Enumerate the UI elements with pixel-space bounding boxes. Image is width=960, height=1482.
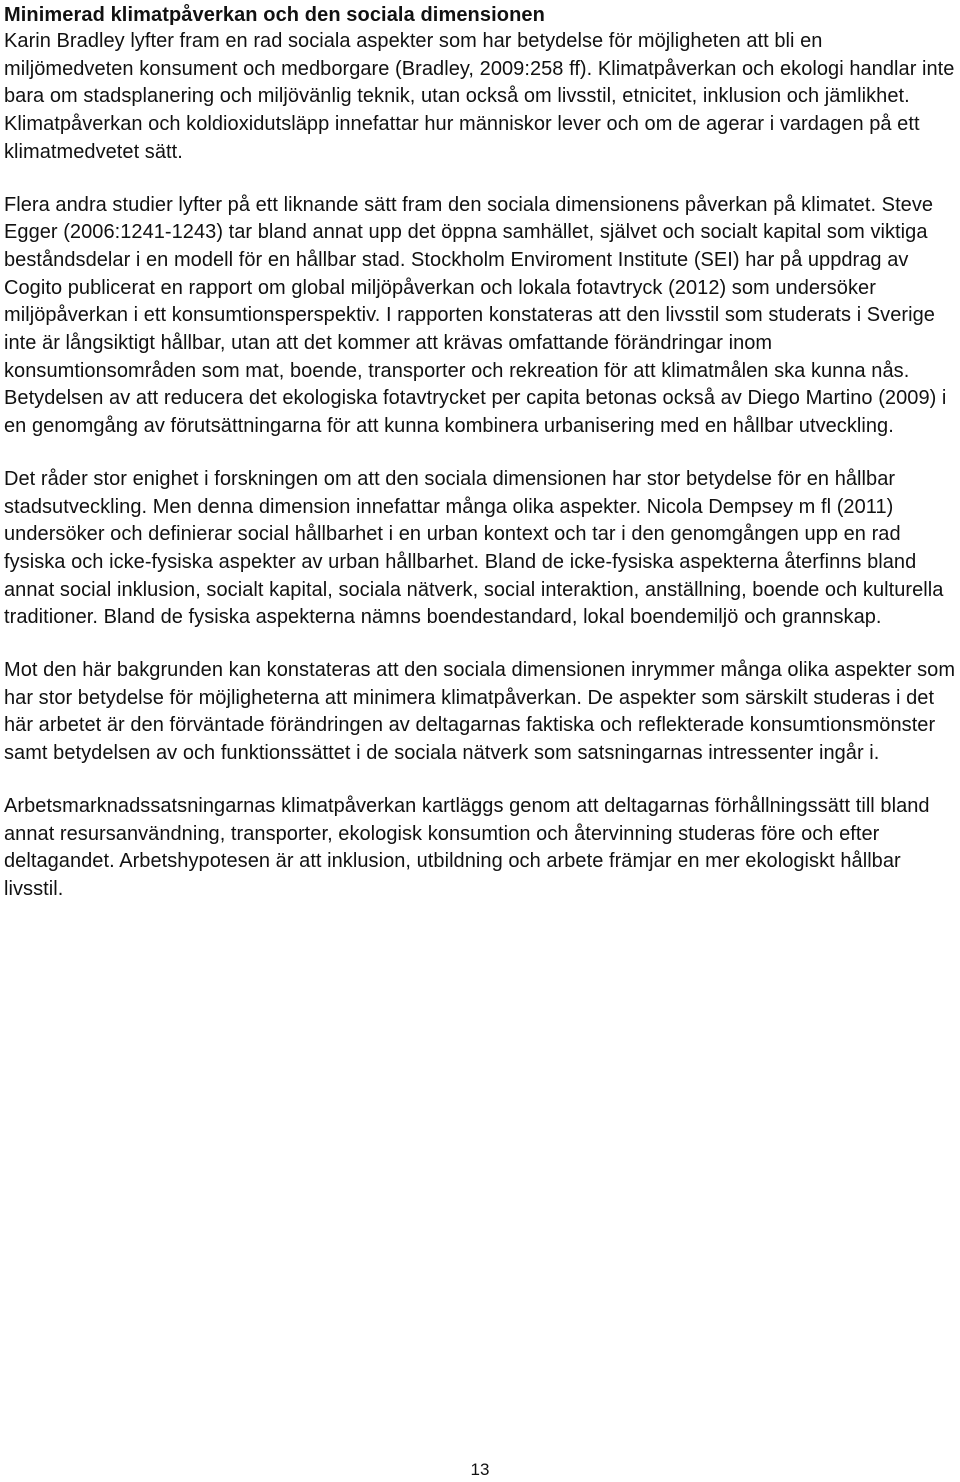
- paragraph-2: Flera andra studier lyfter på ett liknande sätt fram den sociala dimensionens påverkan på klimatet. Steve Egger (2006:1241-1243) tar bland annat upp det öppna samhället, självet och socialt kapital som viktiga beståndsdelar i en modell för en hållbar stad. Stockholm Enviroment Institute (SEI) har på uppdrag av Cogito publicerat en rapport om global miljöpåverkan och lokala fotavtryck (2012) som undersöker miljöpåverkan i ett konsumtionsperspektiv. I rapporten konstateras att den livsstil som studerats i Sverige inte är långsiktigt hållbar, utan att det kommer att krävas omfattande förändringar inom konsumtionsområden som mat, boende, transporter och rekreation för att klimatmålen ska kunna nås. Betydelsen av att reducera det ekologiska fotavtrycket per capita betonas också av Diego Martino (2009) i en genomgång av förutsättningarna för att kunna kombinera urbanisering med en hållbar utveckling.: [4, 193, 947, 438]
- paragraph-5: Arbetsmarknadssatsningarnas klimatpåverkan kartläggs genom att deltagarnas förhållningssätt till bland annat resursanvändning, transporter, ekologisk konsumtion och återvinning studeras före och efter deltagandet. Arbetshypotesen är att inklusion, utbildning och arbete främjar en mer ekologiskt hållbar livsstil.: [4, 794, 930, 900]
- section-heading: Minimerad klimatpåverkan och den sociala dimensionen: [4, 4, 545, 26]
- paragraph-3: Det råder stor enighet i forskningen om att den sociala dimensionen har stor betydelse för en hållbar stadsutveckling. Men denna dimension innefattar många olika aspekter. Nicola Dempsey m fl (2011) undersöker och definierar social hållbarhet i en urban kontext och tar i den genomgången upp en rad fysiska och icke-fysiska aspekter av urban hållbarhet. Bland de icke-fysiska aspekterna återfinns bland annat social inklusion, socialt kapital, sociala nätverk, social interaktion, anställning, boende och kulturella traditioner. Bland de fysiska aspekterna nämns boendestandard, lokal boendemiljö och grannskap.: [4, 467, 944, 629]
- page-number: 13: [470, 1460, 490, 1479]
- paragraph-1: Karin Bradley lyfter fram en rad sociala aspekter som har betydelse för möjligheten att bli en miljömedveten konsument och medborgare (Bradley, 2009:258 ff). Klimatpåverkan och ekologi handlar inte bara om stadsplanering och miljövänlig teknik, utan också om livsstil, etnicitet, inklusion och jämlikhet. Klimatpåverkan och koldioxidutsläpp innefattar hur människor lever och om de agerar i vardagen på ett klimatmedvetet sätt.: [4, 30, 955, 163]
- document-page: [4, 0, 956, 1482]
- paragraph-4: Mot den här bakgrunden kan konstateras att den sociala dimensionen inrymmer många olika aspekter som har stor betydelse för möjligheterna att minimera klimatpåverkan. De aspekter som särskilt studeras i det här arbetet är den förväntade förändringen av deltagarnas faktiska och reflekterade konsumtionsmönster samt betydelsen av och funktionssättet i de sociala nätverk som satsningarnas intressenter ingår i.: [4, 659, 956, 765]
